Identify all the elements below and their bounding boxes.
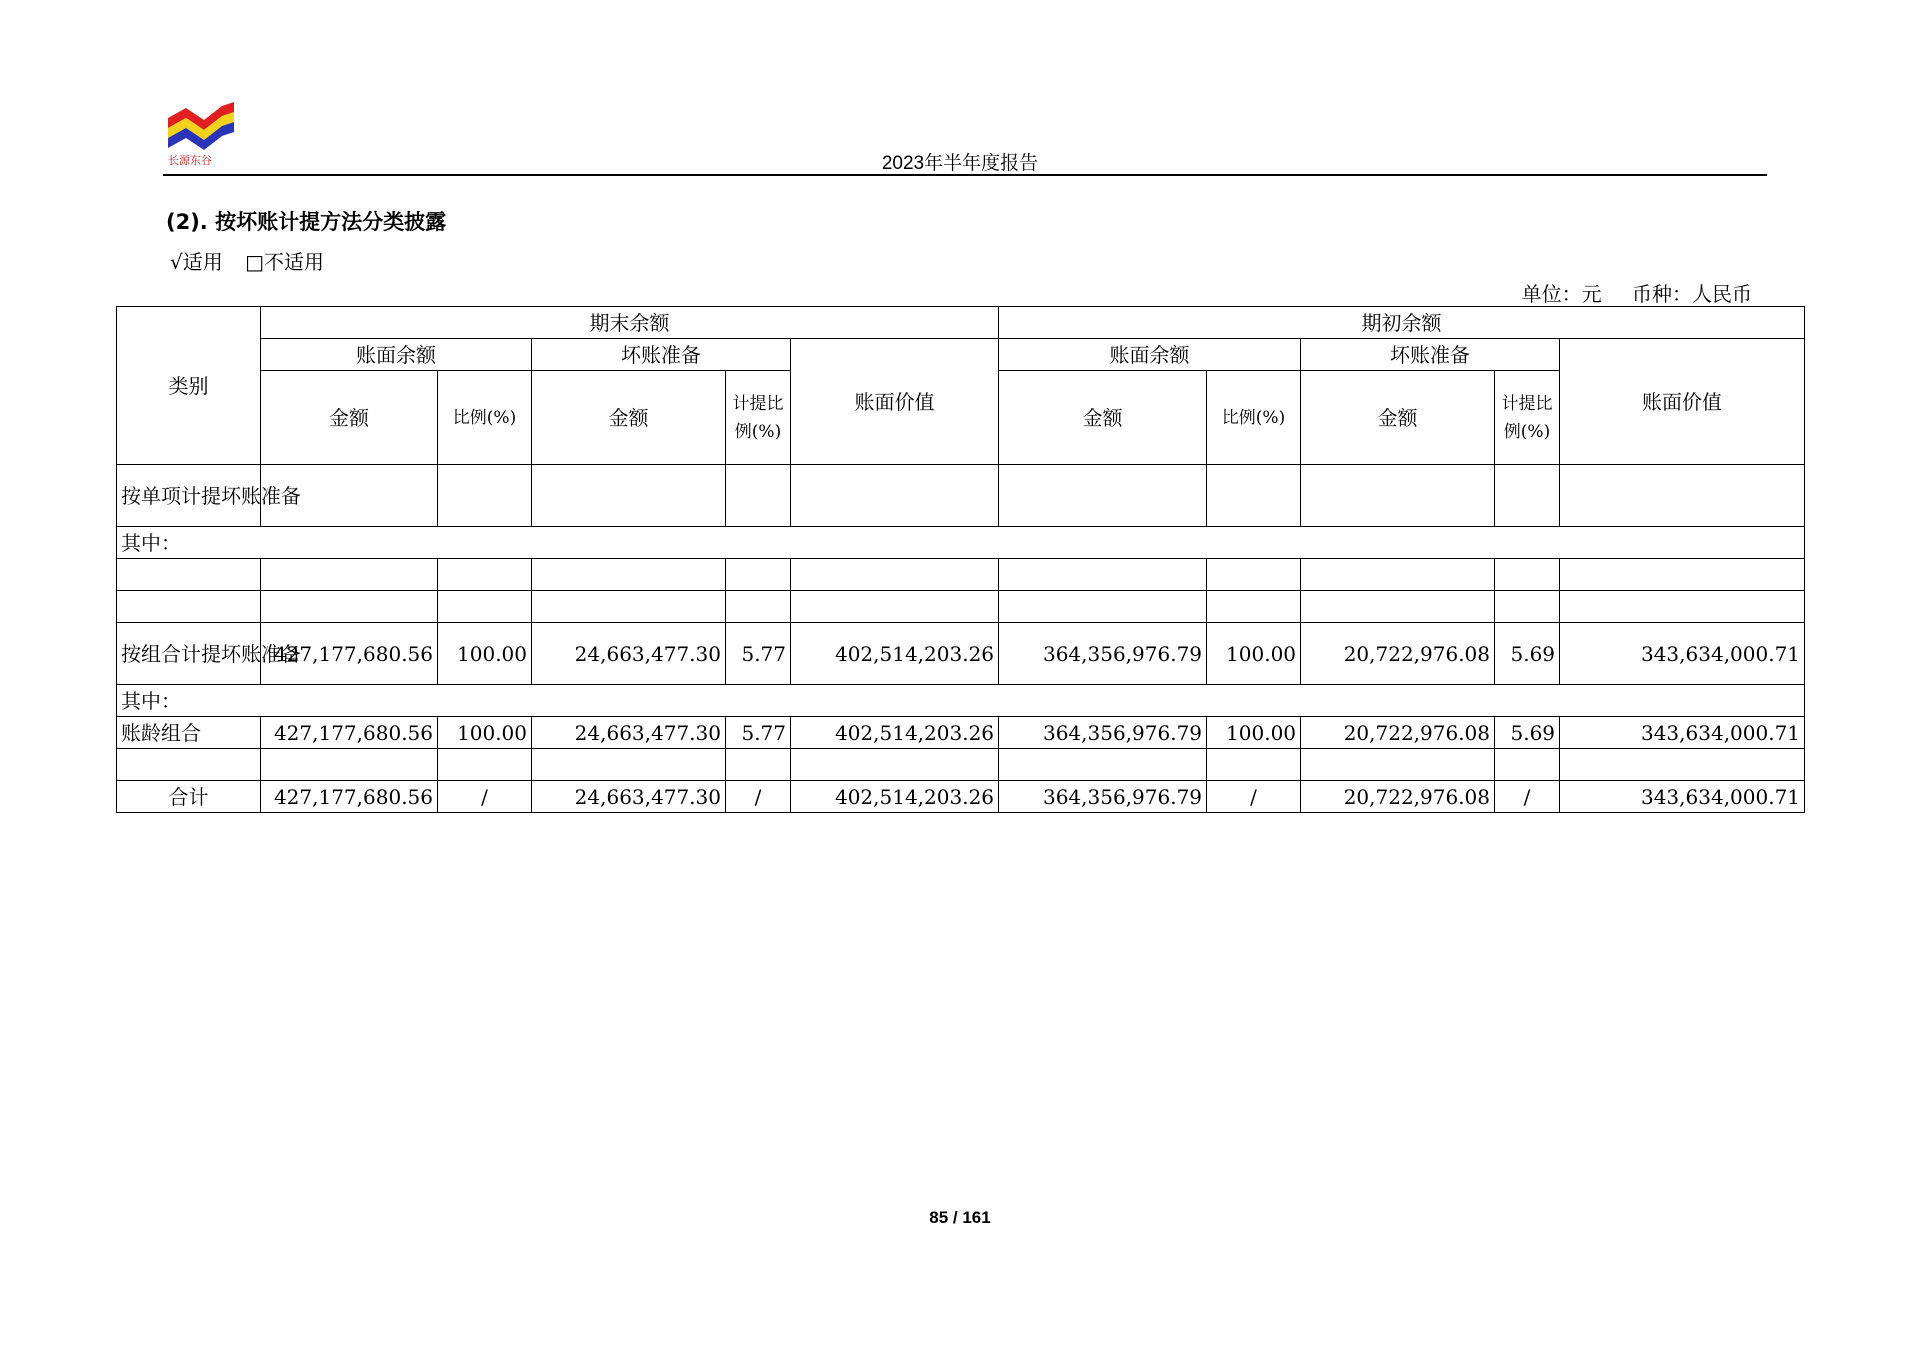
category-header: 类别 <box>117 307 261 465</box>
table-cell: 100.00 <box>1207 623 1301 685</box>
table-cell: 364,356,976.79 <box>999 781 1207 813</box>
table-row <box>117 465 1805 527</box>
table-cell: 427,177,680.56 <box>261 781 438 813</box>
table-row <box>117 591 1805 623</box>
table-cell: 364,356,976.79 <box>999 623 1207 685</box>
table-cell: / <box>1207 781 1301 813</box>
section-title: (2). 按坏账计提方法分类披露 <box>166 210 447 234</box>
row-label: 合计 <box>117 781 261 813</box>
row-label: 按单项计提坏账准备 <box>117 465 261 527</box>
header-divider <box>163 174 1767 176</box>
begin-provision-ratio-header: 计提比例(%) <box>1495 371 1560 465</box>
table-cell: 100.00 <box>1207 717 1301 749</box>
table-row <box>117 685 1805 717</box>
table-cell: 5.77 <box>726 623 791 685</box>
table-cell: 24,663,477.30 <box>532 781 726 813</box>
table-cell: 20,722,976.08 <box>1301 781 1495 813</box>
table-cell: 5.69 <box>1495 717 1560 749</box>
total-row <box>117 781 1805 813</box>
table-cell: 5.77 <box>726 717 791 749</box>
period-begin-header: 期初余额 <box>999 307 1805 339</box>
table-cell: 24,663,477.30 <box>532 717 726 749</box>
end-ratio-header: 比例(%) <box>438 371 532 465</box>
table-cell: 100.00 <box>438 717 532 749</box>
end-reserve-amount-header: 金额 <box>532 371 726 465</box>
report-title: 2023年半年度报告 <box>881 153 1039 174</box>
table-row <box>117 623 1805 685</box>
table-row <box>117 527 1805 559</box>
table-row <box>117 749 1805 781</box>
not-applicable-option: □不适用 <box>245 250 325 274</box>
end-reserve-header: 坏账准备 <box>532 339 791 371</box>
table-cell: / <box>1495 781 1560 813</box>
table-row <box>117 717 1805 749</box>
table-cell: 402,514,203.26 <box>791 781 999 813</box>
begin-reserve-amount-header: 金额 <box>1301 371 1495 465</box>
row-label: 其中： <box>117 527 1805 559</box>
table-cell: 100.00 <box>438 623 532 685</box>
table-cell: 427,177,680.56 <box>261 623 438 685</box>
table-cell: 343,634,000.71 <box>1560 623 1805 685</box>
table-cell: 24,663,477.30 <box>532 623 726 685</box>
page-number: 85 / 161 <box>929 1208 991 1227</box>
table-cell: / <box>726 781 791 813</box>
begin-reserve-header: 坏账准备 <box>1301 339 1560 371</box>
bad-debt-disclosure-table <box>116 306 1805 813</box>
header-row-2 <box>117 339 1805 371</box>
header-row-1 <box>117 307 1805 339</box>
table-cell: 427,177,680.56 <box>261 717 438 749</box>
row-label: 其中： <box>117 685 1805 717</box>
table-row <box>117 559 1805 591</box>
table-cell: 343,634,000.71 <box>1560 717 1805 749</box>
applicability-line <box>170 246 340 275</box>
table-cell: 343,634,000.71 <box>1560 781 1805 813</box>
end-amount-header: 金额 <box>261 371 438 465</box>
table-cell: 5.69 <box>1495 623 1560 685</box>
table-cell: 402,514,203.26 <box>791 623 999 685</box>
table-cell: 364,356,976.79 <box>999 717 1207 749</box>
end-provision-ratio-header: 计提比例(%) <box>726 371 791 465</box>
applicable-option: √适用 <box>170 250 223 274</box>
end-book-balance-header: 账面余额 <box>261 339 532 371</box>
unit-line <box>1498 278 1752 307</box>
table-cell: / <box>438 781 532 813</box>
svg-text:长源东谷: 长源东谷 <box>168 154 212 167</box>
begin-book-balance-header: 账面余额 <box>999 339 1301 371</box>
table-cell: 402,514,203.26 <box>791 717 999 749</box>
end-book-value-header: 账面价值 <box>791 339 999 465</box>
begin-amount-header: 金额 <box>999 371 1207 465</box>
begin-ratio-header: 比例(%) <box>1207 371 1301 465</box>
table-cell: 20,722,976.08 <box>1301 623 1495 685</box>
period-end-header: 期末余额 <box>261 307 999 339</box>
table-cell: 20,722,976.08 <box>1301 717 1495 749</box>
currency-label: 币种：人民币 <box>1632 282 1752 306</box>
row-label: 账龄组合 <box>117 717 261 749</box>
row-label: 按组合计提坏账准备 <box>117 623 261 685</box>
begin-book-value-header: 账面价值 <box>1560 339 1805 465</box>
unit-label: 单位：元 <box>1521 282 1602 306</box>
